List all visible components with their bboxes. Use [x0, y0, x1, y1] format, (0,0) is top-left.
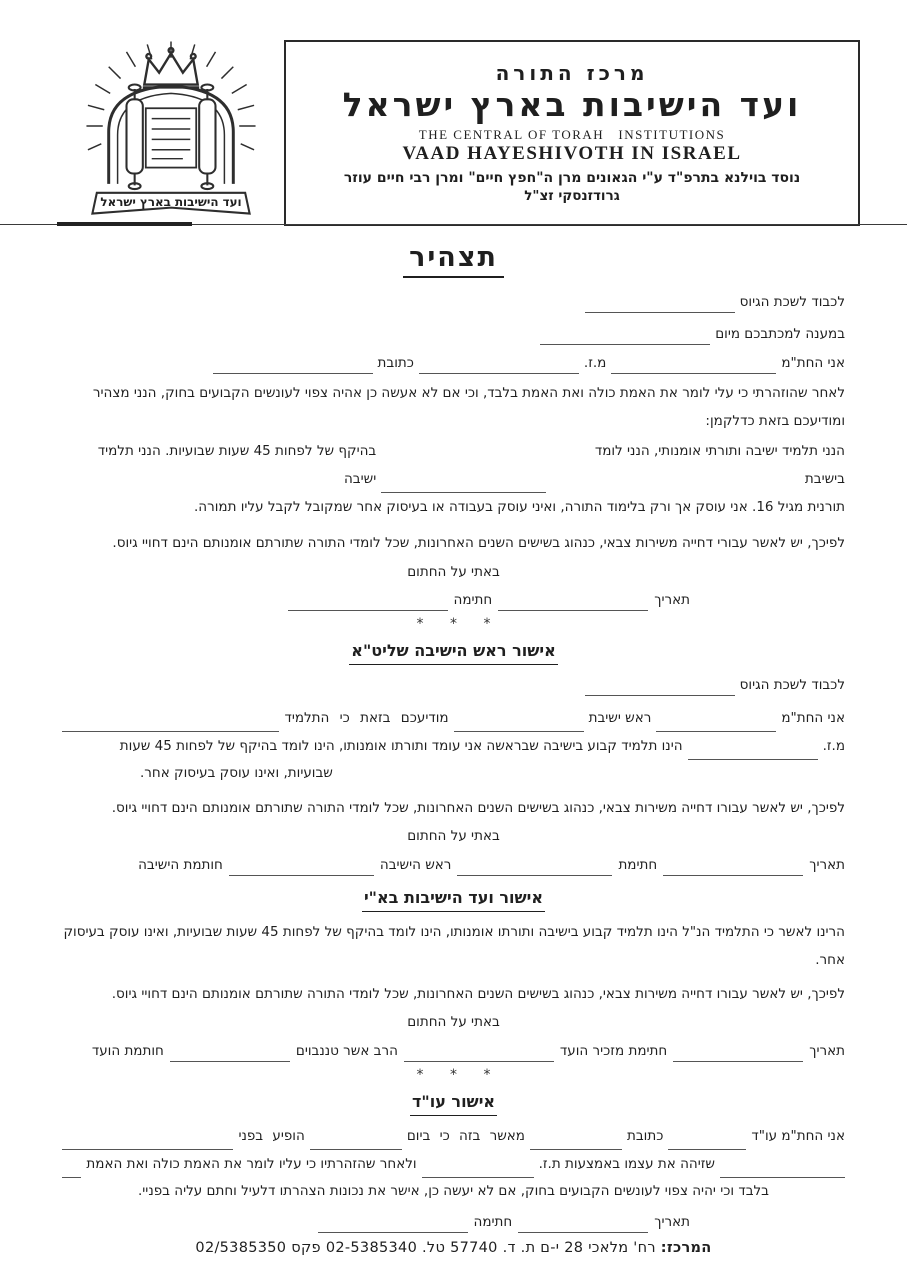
lawyer-undersigned-label: אני החת"מ עו"ד	[751, 1128, 845, 1145]
date-signature-row-4	[318, 1212, 691, 1233]
header-divider-thick	[57, 222, 192, 226]
lawyer-body-line-2	[62, 1150, 845, 1178]
study-text-a: הנני תלמיד ישיבה ותורתי אומנותי, הנני לומד בישיבת	[594, 443, 845, 488]
rosh-yeshiva-body-line-2	[62, 732, 845, 760]
blank-field	[656, 716, 776, 732]
warned-text: ולאחר שהזהרתיו כי עליו לומר את האמת כולה ואת האמת	[86, 1156, 417, 1173]
appeared-label: הופיע בפני	[238, 1128, 305, 1145]
footer-address-text: רח' מלאכי 28 י-ם ת. ד. 57740 טל. 02-5385340 פקס 02/5385350	[195, 1240, 656, 1256]
blank-field	[170, 1046, 290, 1062]
vaad-body-paragraph: הרינו לאשר כי התלמיד הנ"ל הינו תלמיד קבוע בישיבה ותורתו אומנותו, הינו לומד בהיקף של לפחות 45 שעות שבועיות, ואינו עוסק בעיסוק אחר.	[63, 924, 845, 969]
org-name-english-main: VAAD HAYESHIVOTH IN ISRAEL	[402, 142, 742, 164]
footer-center-label: המרכז:	[660, 1240, 712, 1256]
blank-field	[663, 860, 803, 876]
letterhead-box	[284, 40, 860, 226]
blank-field	[585, 297, 735, 313]
signature-label: חתימת	[618, 857, 658, 874]
blank-field	[404, 1046, 554, 1062]
inform-label: מודיעכם בזאת כי התלמיד	[284, 710, 449, 727]
identified-label: שזיהה את עצמו באמצעות ת.ז.	[538, 1156, 715, 1173]
vaad-stamp-label: חותמת הועד	[91, 1043, 164, 1060]
org-name-small: מרכז התורה	[495, 61, 649, 86]
declarant-identity-line	[62, 353, 845, 374]
rosh-of-label: ראש ישיבת	[588, 710, 652, 727]
undersigned-label: אני החת"מ	[781, 710, 845, 727]
address-label: כתובת	[626, 1128, 664, 1145]
blank-field	[720, 1162, 845, 1178]
rosh-yeshiva-body-text: הינו תלמיד קבוע בישיבה שבראשה אני עומד ותורתו אומנותו, הינו לומד בהיקף של לפחות 45 שעות	[119, 738, 683, 755]
blank-field	[288, 595, 448, 611]
date-label: תאריך	[809, 857, 845, 874]
founded-line-2: גרודזנסקי זצ"ל	[524, 188, 620, 205]
date-label: תאריך	[809, 1043, 845, 1060]
address-label: כתובת	[377, 355, 414, 372]
blank-field	[611, 358, 776, 374]
footer-address-line	[0, 1240, 907, 1256]
to-label: לכבוד לשכת הגיוס	[739, 294, 845, 311]
section-separator: * * *	[416, 1067, 491, 1084]
to-label: לכבוד לשכת הגיוס	[739, 677, 845, 694]
date-signature-row-1	[288, 590, 691, 611]
section-separator: * * *	[416, 616, 491, 633]
signature-label: חתימה	[473, 1214, 513, 1231]
yeshiva-stamp-label: חותמת הישיבה	[138, 857, 223, 874]
org-name-hebrew: ועד הישיבות בארץ ישראל	[342, 85, 802, 125]
org-name-english-sub: THE CENTRAL OF TORAH INSTITUTIONS	[418, 126, 726, 142]
signoff-2: באתי על החתום	[407, 828, 500, 845]
blank-field	[62, 716, 279, 732]
signoff-3: באתי על החתום	[407, 1014, 500, 1031]
document-body	[0, 242, 907, 1233]
signoff-1: באתי על החתום	[407, 564, 500, 581]
rosh-yeshiva-label: ראש הישיבה	[379, 857, 452, 874]
date-label: תאריך	[654, 592, 690, 609]
id-label: מ.ז.	[583, 355, 607, 372]
blank-field	[540, 329, 710, 345]
therefore-paragraph-1: לפיכך, יש לאשר עבורי דחייה משירות צבאי, כנהוג בשישים השנים האחרונות, שכל לומדי התורה שתורתם אומנותם הינם דחויי גיוס.	[112, 535, 845, 552]
secretary-signature-label: חתימת מזכיר הועד	[559, 1043, 668, 1060]
founded-line-1: נוסד בוילנא בתרפ"ד ע"י הגאונים מרן ה"חפץ חיים" ומרן רבי חיים עוזר	[343, 169, 801, 186]
confirm-label: מאשר בזה כי ביום	[406, 1128, 525, 1145]
vaad-hayeshivot-emblem-icon	[82, 40, 260, 218]
therefore-paragraph-3: לפיכך, יש לאשר עבורו דחייה משירות צבאי, כנהוג בשישים השנים האחרונות, שכל לומדי התורה שתורתם אומנותם הינם דחויי גיוס.	[111, 986, 845, 1003]
blank-field	[419, 358, 579, 374]
blank-field	[229, 860, 374, 876]
blank-field	[498, 595, 648, 611]
study-text-b: בהיקף של לפחות 45 שעות שבועיות. הנני תלמיד ישיבה	[97, 443, 377, 488]
blank-field	[62, 1162, 81, 1178]
blank-field	[673, 1046, 803, 1062]
blank-field	[457, 860, 612, 876]
study-paragraph	[62, 437, 845, 521]
rosh-yeshiva-heading: אישור ראש הישיבה שליט"א	[349, 639, 557, 665]
signature-label: חתימה	[453, 592, 493, 609]
blank-field	[213, 358, 373, 374]
date-signature-row-2	[62, 855, 845, 876]
rosh-yeshiva-body-line-3: שבועיות, ואינו עוסק בעיסוק אחר.	[140, 765, 333, 782]
reply-to-letter-line	[62, 324, 845, 345]
blank-field	[422, 1162, 534, 1178]
blank-field	[318, 1217, 468, 1233]
blank-field	[530, 1134, 622, 1150]
blank-field	[310, 1134, 402, 1150]
lawyer-body-line-1	[62, 1122, 845, 1150]
undersigned-label: אני החת"מ	[781, 355, 845, 372]
vaad-heading: אישור ועד הישיבות בא"י	[362, 886, 545, 912]
lawyer-closing-text: בלבד וכי יהיה צפוי לעונשים הקבועים בחוק, אם לא יעשה כן, אישר את נכונות הצהרתו דלעיל וחתם עליה בפניי.	[138, 1183, 769, 1200]
letterhead	[0, 0, 907, 226]
id-label: מ.ז.	[822, 738, 845, 755]
lawyer-heading: אישור עו"ד	[410, 1090, 497, 1116]
blank-field	[381, 477, 546, 493]
secretary-name: הרב אשר טננבוים	[295, 1043, 398, 1060]
therefore-paragraph-2: לפיכך, יש לאשר עבורו דחייה משירות צבאי, כנהוג בשישים השנים האחרונות, שכל לומדי התורה שתורתם אומנותם הינם דחויי גיוס.	[111, 800, 845, 817]
date-signature-row-3	[62, 1041, 845, 1062]
study-text-c: תורנית מגיל 16. אני עוסק אך ורק בלימוד התורה, ואיני עוסק בעבודה או בעיסוק אחר שמקובל לקבל עליו תמורה.	[194, 499, 845, 516]
emblem-banner-text: ועד הישיבות בארץ ישראל	[100, 195, 242, 210]
date-label: תאריך	[654, 1214, 690, 1231]
blank-field	[668, 1134, 746, 1150]
to-recruitment-office-line	[62, 292, 845, 313]
reply-label: במענה למכתבכם מיום	[715, 326, 845, 343]
warning-paragraph: לאחר שהוזהרתי כי עלי לומר את האמת כולה ואת האמת בלבד, וכי אם לא אעשה כן אהיה צפוי לעונשים הקבועים בחוק, הנני מצהיר ומודיעכם בזאת כדלקמן:	[92, 385, 845, 430]
blank-field	[688, 744, 818, 760]
rosh-yeshiva-body-line-1	[62, 704, 845, 732]
blank-field	[518, 1217, 648, 1233]
blank-field	[585, 680, 735, 696]
blank-field	[454, 716, 584, 732]
to-recruitment-office-line-2	[62, 675, 845, 696]
blank-field	[62, 1134, 233, 1150]
document-title: תצהיר	[403, 242, 504, 278]
